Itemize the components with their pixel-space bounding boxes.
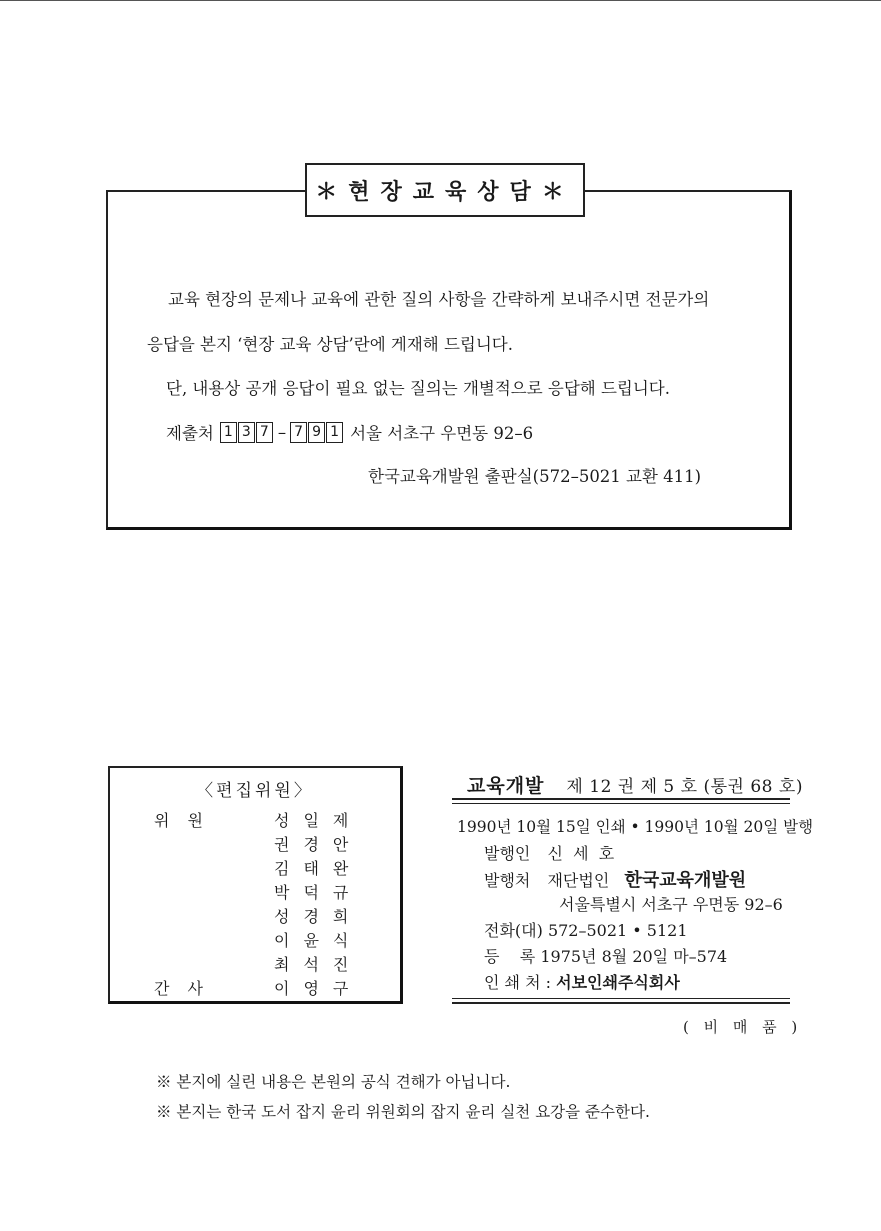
header-rule-thin xyxy=(452,803,790,804)
issuer-label: 발행처 xyxy=(484,871,531,890)
header-rule-thick xyxy=(452,798,790,800)
postal-digit: 1 xyxy=(326,422,343,443)
editor-role: 간사 xyxy=(154,979,221,998)
postal-code-part-1 xyxy=(220,422,274,443)
registration-info: 등 록 1975년 8월 20일 마–574 xyxy=(484,947,728,966)
issue-number: 제 12 권 제 5 호 (통권 68 호) xyxy=(566,777,803,797)
submit-label: 제출처 xyxy=(166,424,214,443)
editor-name: 이윤식 xyxy=(274,931,363,950)
print-date: 1990년 10월 15일 인쇄 • 1990년 10월 20일 발행 xyxy=(457,818,814,836)
postal-digit: 9 xyxy=(308,422,325,443)
submission-address-line xyxy=(166,420,533,444)
publisher-name: 신 세 호 xyxy=(547,844,615,863)
editor-row xyxy=(110,832,400,856)
postal-digit: 1 xyxy=(220,422,237,443)
notice-paragraph-1: 교육 현장의 문제나 교육에 관한 질의 사항을 간략하게 보내주시면 전문가의 xyxy=(168,290,710,309)
editorial-board-box xyxy=(108,766,403,1004)
issuer-line xyxy=(484,866,746,892)
printer-name: 서보인쇄주식회사 xyxy=(556,973,680,992)
editor-name: 김태완 xyxy=(274,859,363,878)
editor-row xyxy=(110,904,400,928)
phone-number: 전화(대) 572–5021 • 5121 xyxy=(484,921,688,940)
not-for-sale-label: ( 비 매 품 ) xyxy=(683,1018,803,1036)
editor-role: 위원 xyxy=(154,811,221,830)
editor-row xyxy=(110,856,400,880)
editor-row xyxy=(110,880,400,904)
editor-row xyxy=(110,928,400,952)
editor-row xyxy=(110,808,400,832)
editor-name: 성일제 xyxy=(274,811,363,830)
postal-code-part-2 xyxy=(290,422,344,443)
postal-dash: – xyxy=(277,422,287,442)
footer-rule-thick xyxy=(452,1002,790,1004)
notice-paragraph-2: 응답을 본지 ‘현장 교육 상담’란에 게재해 드립니다. xyxy=(147,335,513,354)
publisher-label: 발행인 xyxy=(484,844,531,863)
editorial-board-title: 〈편집위원〉 xyxy=(196,781,314,801)
postal-digit: 7 xyxy=(256,422,273,443)
editor-name: 권경안 xyxy=(274,835,363,854)
publisher-line xyxy=(484,841,614,864)
editor-name: 이영구 xyxy=(274,979,363,998)
issuer-type: 재단법인 xyxy=(547,871,610,890)
consultation-notice-title: ＊현장교육상담＊ xyxy=(305,163,585,217)
editor-row xyxy=(110,976,400,1000)
journal-logo: 교육개발 xyxy=(467,775,545,797)
top-border-rule xyxy=(0,0,881,1)
publishing-office: 한국교육개발원 출판실(572–5021 교환 411) xyxy=(368,467,702,486)
publication-header xyxy=(467,771,803,798)
printer-line xyxy=(484,970,680,993)
submission-address: 서울 서초구 우면동 92–6 xyxy=(350,424,534,443)
editor-name: 박덕규 xyxy=(274,883,363,902)
issuer-address: 서울특별시 서초구 우면동 92–6 xyxy=(559,895,783,914)
editor-name: 성경희 xyxy=(274,907,363,926)
printer-label: 인 쇄 처 : xyxy=(484,973,552,992)
footer-rule-thin xyxy=(452,998,790,999)
postal-digit: 7 xyxy=(290,422,307,443)
editor-row xyxy=(110,952,400,976)
notice-paragraph-3: 단, 내용상 공개 응답이 필요 없는 질의는 개별적으로 응답해 드립니다. xyxy=(166,379,670,398)
postal-digit: 3 xyxy=(238,422,255,443)
footnote-2: ※ 본지는 한국 도서 잡지 윤리 위원회의 잡지 윤리 실천 요강을 준수한다. xyxy=(156,1103,650,1121)
editor-name: 최석진 xyxy=(274,955,363,974)
footnote-1: ※ 본지에 실린 내용은 본원의 공식 견해가 아닙니다. xyxy=(156,1073,511,1091)
issuer-logo: 한국교육개발원 xyxy=(624,870,747,891)
